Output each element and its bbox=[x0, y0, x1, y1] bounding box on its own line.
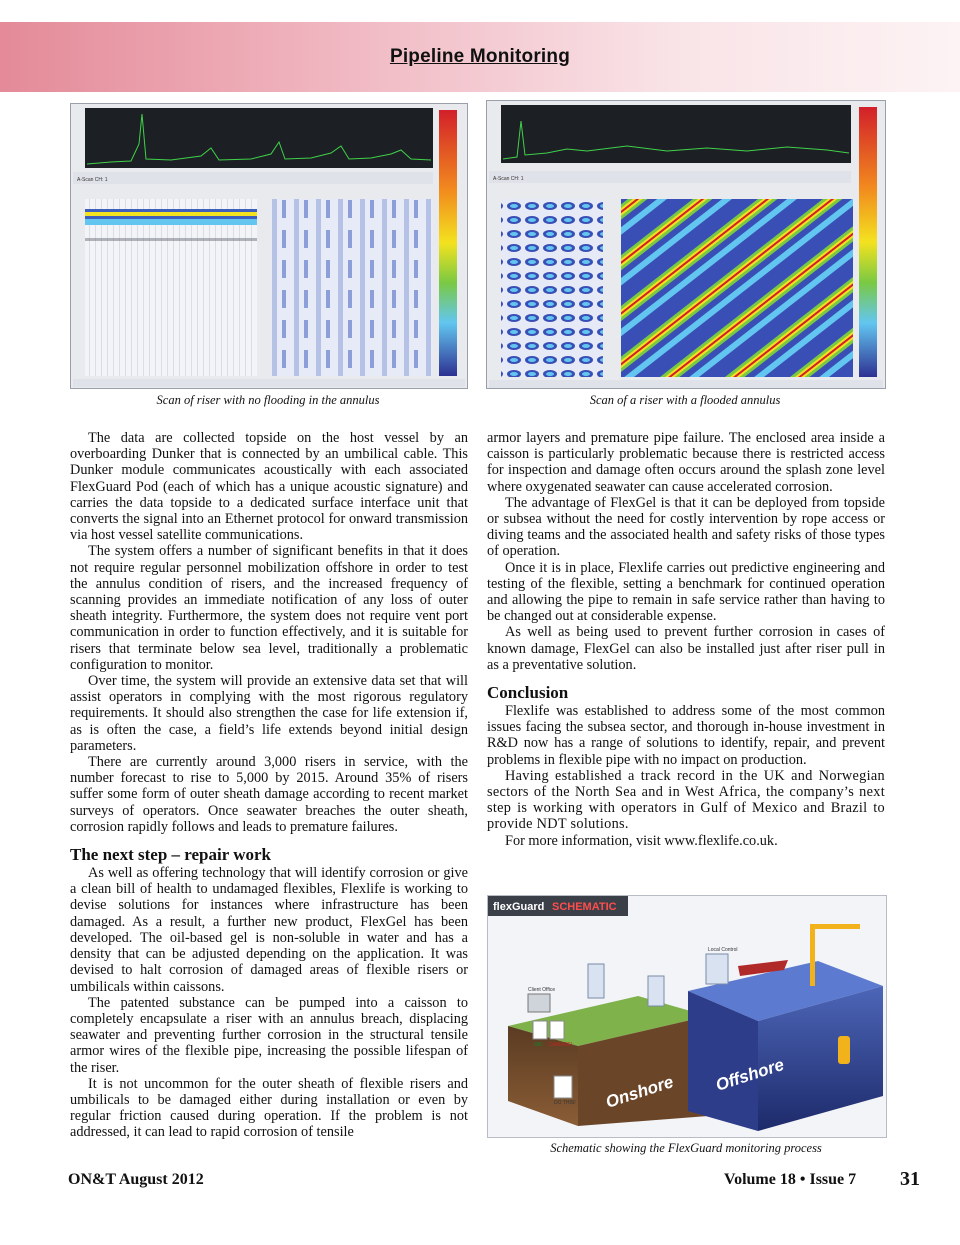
right-paragraph-7: For more information, visit www.flexlife.co.uk. bbox=[505, 832, 778, 849]
left-paragraph-3: Over time, the system will provide an extensive data set that will assist operators in complying with the most rigorous regulatory requirements. It should also strengthen the case for life extension if, as is often the case, a field’s life extends beyond initial design parameters. bbox=[70, 673, 468, 754]
heading-next-step: The next step – repair work bbox=[70, 845, 272, 865]
schematic-onshore: Onshore bbox=[603, 1072, 676, 1112]
flexguard-schematic bbox=[487, 895, 887, 1138]
heading-conclusion: Conclusion bbox=[487, 683, 569, 703]
right-column bbox=[487, 430, 885, 849]
left-paragraph-7: It is not uncommon for the outer sheath of flexible risers and umbilicals to be damaged either during installation or even by regular friction caused during operation. If the problem is not addressed, it can lead to rapid corrosion of tensile bbox=[70, 1075, 468, 1141]
schematic-offshore: Offshore bbox=[713, 1054, 787, 1095]
footer-volume: Volume 18 • Issue 7 bbox=[724, 1171, 857, 1188]
right-paragraph-3: Once it is in place, Flexlife carries out predictive engineering and testing of the flexible, setting a benchmark for continued operation and allowing the pipe to remain in safe service rather than having to be changed out at considerable expense. bbox=[487, 559, 885, 625]
scan-figure-flooded bbox=[486, 100, 886, 389]
right-paragraph-4: As well as being used to prevent further corrosion in cases of known damage, FlexGel can also be installed just after riser pull in as a preventative solution. bbox=[487, 624, 885, 673]
section-title: Pipeline Monitoring bbox=[389, 46, 571, 67]
right-paragraph-2: The advantage of FlexGel is that it can be deployed from topside or subsea without the need for costly intervention by rope access or diving teams and the associated health and safety risks of those types of operation. bbox=[487, 494, 885, 560]
caption-left: Scan of riser with no flooding in the annulus bbox=[156, 393, 380, 407]
left-column bbox=[70, 430, 468, 1141]
left-paragraph-6: The patented substance can be pumped into a caisson to completely encapsulate a riser with an annulus breach, displacing seawater and preventing further corrosion in the structural tensile armor wires of the flexible pipe, increasing the possible lifespan of the riser. bbox=[70, 994, 468, 1076]
schematic-brand: flexGuard bbox=[493, 901, 545, 913]
caption-right: Scan of a riser with a flooded annulus bbox=[589, 393, 781, 407]
right-paragraph-6: Having established a track record in the UK and Norwegian sectors of the North Sea and in West Africa, the company’s next step is working with operators in Gulf of Mexico and Brazil to provide NDT solutions. bbox=[487, 767, 885, 833]
schematic-word: SCHEMATIC bbox=[552, 901, 617, 913]
schematic-local-control: Local Control bbox=[708, 947, 738, 953]
left-paragraph-1: The data are collected topside on the host vessel by an overboarding Dunker that is connected by an umbilical cable. This Dunker module communicates acoustically with each associated FlexGuard Pod (each of which has a unique acoustic signature) and carries the data topside to a dedicated surface interface unit that converts the signal into an Ethernet protocol for onward transmission via host vessel satellite communications. bbox=[70, 430, 468, 544]
caption-schematic: Schematic showing the FlexGuard monitoring process bbox=[550, 1141, 822, 1155]
schematic-client-office: Client Office bbox=[528, 987, 556, 993]
scan-figure-no-flooding bbox=[70, 103, 468, 389]
page-number: 31 bbox=[900, 1168, 920, 1190]
svg-text:A-Scan CH: 1: A-Scan CH: 1 bbox=[493, 176, 524, 182]
right-paragraph-5: Flexlife was established to address some of the most common issues facing the subsea sector, and thorough in-house investment in R&D now has a range of solutions to identify, repair, and prevent problems in flexible pipe with no impact on production. bbox=[487, 703, 885, 768]
schematic-ok: OK! bbox=[534, 1042, 543, 1048]
right-paragraph-1: armor layers and premature pipe failure. The enclosed area inside a caisson is particularly problematic because there is restricted access for inspection and damage often occurs around the splash zone level where oxygenated seawater can cause accelerated corrosion. bbox=[487, 430, 885, 495]
schematic-do-this: DO THIS! bbox=[554, 1100, 576, 1106]
left-paragraph-5: As well as offering technology that will identify corrosion or give a clean bill of health to undamaged flexibles, Flexlife is working to devise solutions for instances where infrastructure has been damaged. As a result, a further new product, FlexGel has been developed. The oil-based gel is non-soluble in water and has a density that can be adjusted depending on the application. It was devised to halt corrosion of damaged areas of flexible risers or umbilicals within caissons. bbox=[70, 865, 468, 995]
left-paragraph-2: The system offers a number of significant benefits in that it does not require regular personnel mobilization offshore in order to test the annulus condition of risers, and the increased frequency of scanning provides an immediate notification of any loss of outer sheath integrity. Furthermore, the system does not require vent port communication in order to function effectively, and it is suitable for risers that terminate below sea level, traditionally a problematic configuration to monitor. bbox=[70, 543, 468, 673]
footer-publication: ON&T August 2012 bbox=[68, 1171, 204, 1188]
left-paragraph-4: There are currently around 3,000 risers in service, with the number forecast to rise to 5,000 by 2015. Around 35% of risers suffer some form of outer sheath damage according to recent market surveys of operators. Once seawater breaches the outer sheath, corrosion rapidly follows and leads to premature failures. bbox=[70, 754, 468, 835]
schematic-damage: DAMAGE! bbox=[549, 1042, 573, 1048]
svg-text:A-Scan CH: 1: A-Scan CH: 1 bbox=[77, 177, 108, 183]
